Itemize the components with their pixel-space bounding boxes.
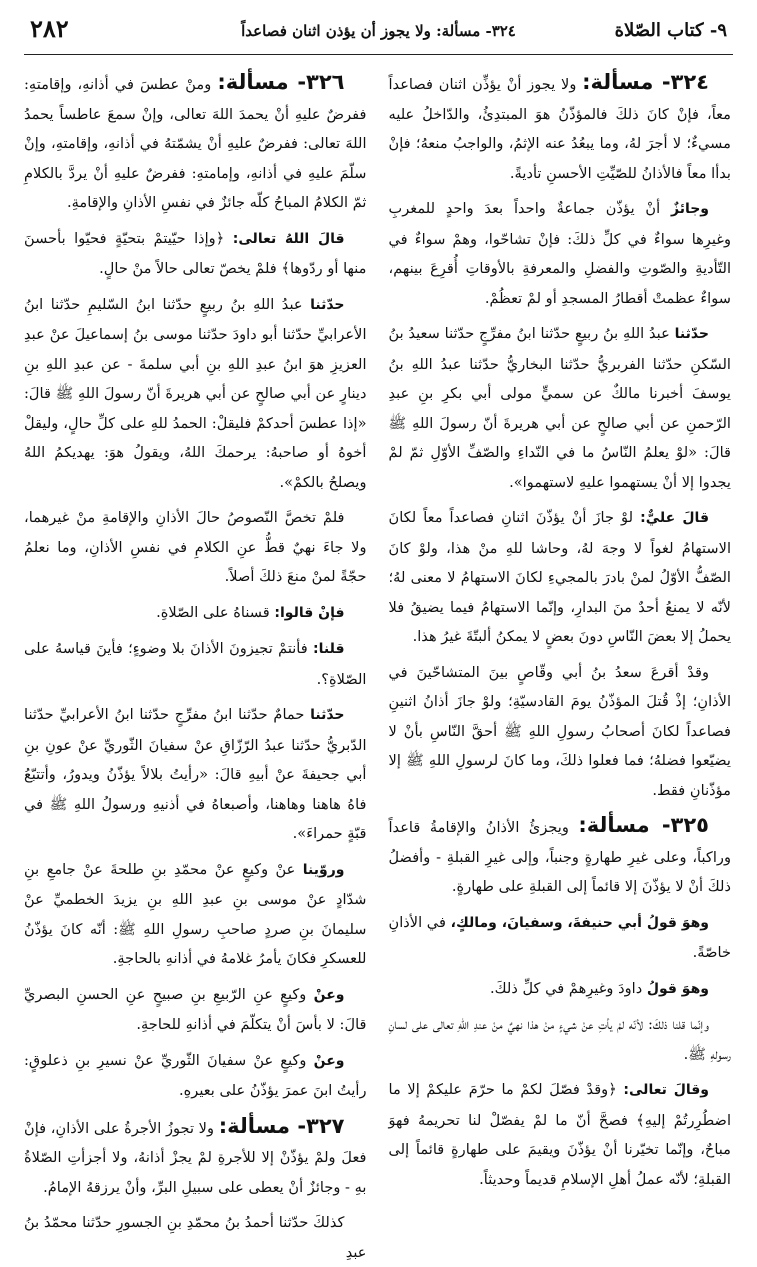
paragraph — [389, 503, 732, 652]
paragraph-lead: حدّثنا — [674, 326, 709, 342]
paragraph-text: فلمْ تخصَّ النّصوصُ حالَ الأذانِ والإقامةِ منْ غيرهما، ولا جاءَ نهيٌ قطُّ عنِ الكلامِ في نفسِ الأذانِ، وما نعلمُ حجّةً لمنْ منعَ ذلكَ أصلاً. — [24, 509, 367, 585]
paragraph-lead: قالَ اللهُ تعالى: — [232, 230, 345, 247]
paragraph-lead: وعنْ — [313, 986, 345, 1003]
paragraph — [389, 974, 732, 1005]
paragraph-lead: فإنْ قالوا: — [274, 604, 345, 621]
paragraph — [389, 811, 732, 902]
paragraph-lead: حدّثنا — [310, 296, 345, 313]
paragraph — [24, 290, 367, 498]
running-title: ٣٢٤- مسألة: ولا يجوز أن يؤذن اثنان فصاعداً — [241, 22, 516, 40]
paragraph-lead: وجائزٌ — [670, 201, 709, 217]
paragraph-text: وكيعٍ عنِ الرّبيعِ بنِ صبيحٍ عنِ الحسنِ البصريِّ قالَ: لا بأسَ أنْ يتكلّمَ في أذانهِ للحاجةِ. — [24, 985, 367, 1033]
paragraph — [24, 598, 367, 629]
paragraph — [24, 68, 367, 218]
paragraph-text: لوْ جازَ أنْ يؤذّنَ اثنانِ فصاعداً معاً لكانَ الاستهامُ لغواً لا وجهَ لهُ، وحاشا للهِ منْ هذا، ولوْ كانَ الصّفُّ الأوّلُ لمنْ بادرَ بالمجيءِ لكانَ الاستهامُ لا معنى لهُ؛ لأنّه لا يمنعُ أحدٌ منَ البدارِ، وإنّما الاستهامُ فيما يضيقُ فلا يحملُ إلا بعضَ النّاسِ دونَ بعضٍ لا يمكنُ ألبتّةَ غيرُ هذا. — [388, 509, 731, 645]
paragraph-text: عنْ وكيعٍ عنْ محمّدِ بنِ طلحةَ عنْ جامعِ بنِ شدّادٍ عنْ موسى بنِ عبدِ اللهِ بنِ يزيدَ الخطميِّ عنْ سليمانَ بنِ صردٍ صاحبِ رسولِ اللهِ ﷺ: أنّه كانَ يؤذّنُ للعسكرِ فكانَ يأمرُ غلامهُ في أذانهِ بالحاجةِ. — [24, 860, 367, 967]
page-header — [24, 8, 733, 55]
paragraph-text: وكيعٍ عنْ سفيانَ الثّوريِّ عنْ نسيرِ بنِ ذعلوقٍ: رأيتُ ابنَ عمرَ يؤذّنُ على بعيرهِ. — [24, 1051, 367, 1099]
paragraph-text: عبدُ اللهِ بنُ ربيعٍ حدّثنا ابنُ مفرِّجٍ حدّثنا سعيدُ بنُ السّكنِ حدّثنا الفربريُّ حدّثنا البخاريُّ حدّثنا عبدُ اللهِ بنُ يوسفَ أخبرنا مالكٌ عن سميٍّ مولى أبي بكرِ بنِ عبدِ الرّحمنِ عن أبي صالحٍ عن أبي هريرةَ أنّ رسولَ اللهِ ﷺ قالَ: «لوْ يعلمُ النّاسُ ما في النّداءِ والصّفِّ الأوّلِ ثمّ لمْ يجدوا إلا أنْ يستهموا عليهِ لاستهموا». — [388, 325, 731, 491]
paragraph-text: كذلكَ حدّثنا أحمدُ بنُ محمّدِ بنِ الجسورِ حدّثنا محمّدُ بنُ عبدِ — [24, 1214, 367, 1261]
paragraph — [389, 194, 732, 313]
paragraph-lead: قلنا: — [313, 641, 345, 657]
paragraph-text: عبدُ اللهِ بنُ ربيعٍ حدّثنا ابنُ السّليمِ حدّثنا ابنُ الأعرابيِّ حدّثنا أبو داودَ حدّثنا موسى بنُ إسماعيلَ عنْ عبدِ العزيزِ هوَ ابنُ عبدِ اللهِ بنِ أبي سلمةَ - عن عبدِ اللهِ بنِ دينارٍ عن أبي صالحٍ عن أبي هريرةَ أنّ رسولَ اللهِ ﷺ قالَ: «إذا عطسَ أحدكمْ فليقلْ: الحمدُ للهِ على كلِّ حالٍ، وليقلْ أخوهُ أو صاحبهُ: يرحمكَ اللهُ، ويقولُ هوَ: يهديكمُ اللهُ ويصلحُ بالكمْ». — [24, 295, 367, 491]
paragraph — [24, 224, 367, 284]
left-column — [24, 68, 367, 1261]
paragraph-text: ولا يجوز أنْ يؤذِّن اثنان فصاعداً معاً، فإنْ كانَ ذلكَ فالمؤذّنُ هوَ المبتدِئُ، والدّاخلُ عليه مسيءٌ؛ لا أجرَ لهُ، وما يبعُدُ عنه الإثمُ، والواجبُ منعهُ؛ فإنْ بدأا معاً فالأذانُ للصّيِّتِ الأحسنِ تأديةً. — [388, 76, 731, 182]
issue-heading: ٣٢٦- مسألة: — [217, 70, 345, 94]
paragraph-text: في الأذانِ خاصّةً. — [388, 913, 731, 961]
paragraph-text: ويجزئُ الأذانُ والإقامةُ قاعداً وراكباً، وعلى غيرِ طهارةٍ وجنباً، وإلى غيرِ القبلةِ - وأفضلُ ذلكَ أنْ لا يؤذّنَ إلا قائماً إلى القبلةِ على طهارةٍ. — [388, 819, 731, 895]
paragraph-lead: وروّينا — [302, 861, 345, 878]
paragraph — [24, 700, 367, 849]
paragraph-text: ﴿وقدْ فصّلَ لكمْ ما حرّمَ عليكمْ إلا ما اضطُرِرتُمْ إليهِ﴾ فصحَّ أنّ ما لمْ يفصّلْ لنا تحريمهُ فهوَ مباحٌ، وإنّما تخيّرنا أنْ يؤذّنَ ويقيمَ على طهارةٍ قائماً إلى القبلةِ؛ لأنّه عملُ أهلِ الإسلامِ قديماً وحديثاً. — [388, 1081, 731, 1188]
right-column — [388, 68, 732, 1188]
paragraph-text: وقدْ أقرعَ سعدُ بنُ أبي وقّاصٍ بينَ المتشاحّينَ في الأذانِ؛ إذْ قُتلَ المؤذّنُ يومَ القادسيّةِ؛ ولوْ جازَ أذانُ اثنينِ فصاعداً لكانَ أصحابُ رسولِ اللهِ ﷺ أحقَّ النّاسِ بأنْ لا يضيّعوا فضلهُ؛ فما فعلوا ذلكَ، وما كانَ لرسولِ اللهِ ﷺ إلا مؤذّنانِ فقط. — [388, 663, 731, 799]
issue-heading: ٣٢٤- مسألة: — [582, 70, 709, 94]
paragraph-text: ولا تجوزُ الأجرةُ على الأذانِ، فإنْ فعلَ ولمْ يؤذّنْ إلا للأجرةِ لمْ يجزْ أذانهُ، ولا أجزأتِ الصّلاةُ بهِ - وجائزٌ أنْ يعطى على سبيلِ البرِّ، وأنْ يرزقهُ الإمامُ. — [24, 1119, 367, 1196]
issue-heading: ٣٢٥- مسألة: — [578, 813, 709, 837]
paragraph — [24, 634, 367, 694]
paragraph-text: ومنْ عطسَ في أذانهِ، وإقامتهِ: ففرضٌ عليهِ أنْ يحمدَ اللهَ تعالى، وإنْ سمعَ عاطساً يحمدُ اللهَ تعالى: ففرضٌ عليهِ أنْ يشمّتهُ في أذانهِ، وإقامتهِ، وإنْ سلّمَ عليهِ في أذانهِ، وإمامتهِ: ففرضٌ عليهِ أنْ يردَّ بالكلامِ ثمّ الكلامُ المباحُ كلّه جائزٌ في نفسِ الأذانِ والإقامةِ. — [24, 76, 367, 211]
paragraph-lead: حدّثنا — [310, 707, 345, 723]
paragraph — [24, 1208, 367, 1267]
paragraph-text: وإنّما قلنا ذلكَ: لأنّه لمْ يأتِ عنْ شيءٍ منْ هذا نهيٌ منْ عندِ اللهِ تعالى على لسانِ رسولهِ ﷺ. — [388, 1016, 731, 1063]
paragraph — [24, 855, 367, 974]
book-title: ٩- كتاب الصّلاة — [614, 20, 727, 41]
paragraph — [389, 319, 732, 497]
paragraph-lead: وهوَ قولُ أبي حنيفةَ، وسفيانَ، ومالكٍ، — [450, 914, 710, 931]
paragraph-lead: وهوَ قولُ — [646, 980, 709, 997]
paragraph-text: أنْ يؤذّن جماعةٌ واحداً بعدَ واحدٍ للمغربِ وغيرِها سواءٌ في كلِّ ذلكَ: فإنْ تشاحّوا، وهمْ سواءٌ في التّأديةِ والصّوتِ والفضلِ والمعرفةِ بالأوقاتِ أُقرِعَ بينهم، سواءٌ عظمتْ أقطارُ المسجدِ أو لمْ تعظُمْ. — [388, 200, 731, 307]
paragraph-lead: وقالَ تعالى: — [623, 1082, 709, 1098]
paragraph — [389, 1075, 732, 1194]
paragraph — [24, 503, 367, 592]
paragraph-text: قسناهُ على الصّلاةِ. — [156, 603, 270, 621]
paragraph-text: حمامٌ حدّثنا ابنُ مفرِّجٍ حدّثنا ابنُ الأعرابيِّ حدّثنا الدّبريُّ حدّثنا عبدُ الرّزّاقِ عنْ سفيانَ الثّوريِّ عنْ عونِ بنِ أبي جحيفةَ عنْ أبيهِ قالَ: «رأيتُ بلالاً يؤذّنُ ويدورُ، وأتتبّعُ فاهُ هاهنا وهاهنا، وأصبعاهُ في أذنيهِ ورسولُ اللهِ ﷺ في قبّةٍ حمراءَ». — [24, 706, 367, 842]
paragraph — [24, 1112, 367, 1203]
paragraph — [24, 980, 367, 1040]
paragraph-lead: وعنْ — [313, 1052, 345, 1069]
paragraph — [389, 908, 732, 968]
paragraph — [24, 1046, 367, 1106]
paragraph-text: داودَ وغيرِهمْ في كلِّ ذلكَ. — [489, 979, 643, 997]
paragraph — [389, 658, 732, 806]
page-number: ٢٨٢ — [30, 14, 69, 43]
paragraph-text: ﴿وإذا حيّيتمْ بتحيّةٍ فحيّوا بأحسنَ منها أو ردّوها﴾ فلمْ يخصّ تعالى حالاً منْ حالٍ. — [24, 229, 367, 277]
paragraph-text: فأنتمْ تجيزونَ الأذانَ بلا وضوءٍ؛ فأينَ قياسهُ على الصّلاةِ؟. — [24, 640, 367, 688]
paragraph — [389, 1010, 732, 1069]
paragraph — [389, 68, 732, 188]
text-columns — [24, 68, 731, 1261]
issue-heading: ٣٢٧- مسألة: — [218, 1113, 345, 1138]
paragraph-lead: قالَ عليٌّ: — [640, 510, 709, 526]
